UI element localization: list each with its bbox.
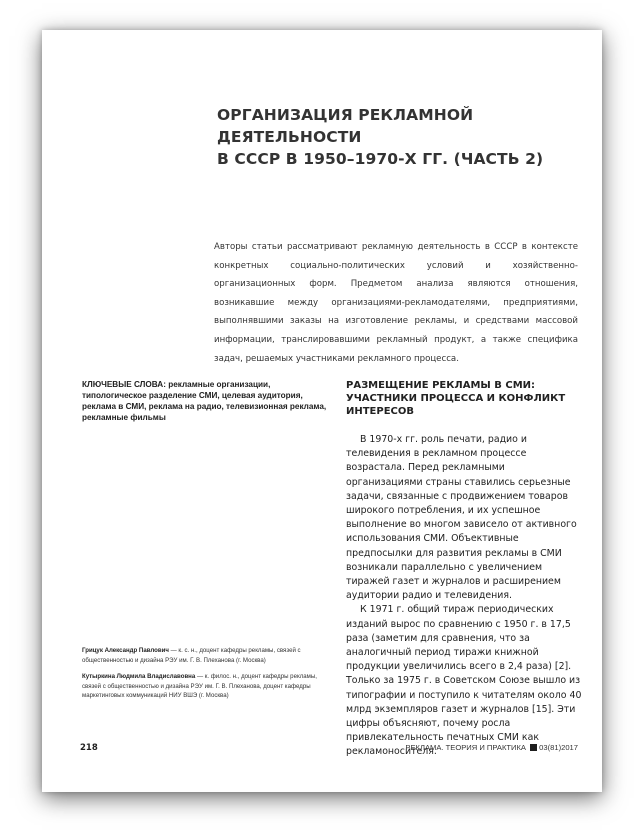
article-title-line-1: ОРГАНИЗАЦИЯ РЕКЛАМНОЙ ДЕЯТЕЛЬНОСТИ: [217, 106, 474, 146]
keywords: КЛЮЧЕВЫЕ СЛОВА: рекламные организации, типологическое разделение СМИ, целевая аудитория, реклама в СМИ, реклама на радио, телевизионная реклама, рекламные фильмы: [82, 380, 327, 422]
body-paragraph: В 1970-х гг. роль печати, радио и телевидения в рекламном процессе возрастала. Перед рекламными организациями страны ставились серьезные задачи, связанные с продвижением товаров широкого потребления, и их успешное выполнение во многом зависело от активного использования СМИ. Объективные предпосылки для развития рекламы в СМИ возникали параллельно с увеличением тиражей газет и журналов и расширением аудитории радио и телевидения.: [346, 434, 577, 602]
author-name: Грицук Александр Павлович: [82, 647, 169, 654]
author-name: Кутыркина Людмила Владиславовна: [82, 673, 196, 680]
article-abstract: Авторы статьи рассматривают рекламную деятельность в СССР в контексте конкретных социально-политических условий и хозяйственно-организационных форм. Предметом анализа являются отношения, возникавшие между организациями-рекламодателями, предприятиями, выполнявшими заказы на изготовление рекламы, и средствами массовой информации, транслировавшими рекламный продукт, а также специфика задач, решаемых участниками рекламного процесса.: [214, 242, 578, 364]
section-heading: РАЗМЕЩЕНИЕ РЕКЛАМЫ В СМИ: УЧАСТНИКИ ПРОЦЕССА И КОНФЛИКТ ИНТЕРЕСОВ: [346, 380, 566, 417]
square-separator-icon: [530, 744, 537, 751]
journal-issue: 03(81)2017: [539, 743, 578, 752]
journal-name: РЕКЛАМА. ТЕОРИЯ И ПРАКТИКА: [405, 743, 527, 752]
article-title: [217, 104, 577, 170]
page-number: 218: [80, 743, 98, 753]
author-details: — к. с. н., доцент кафедры рекламы, связей с общественностью и дизайна РЭУ им. Г. В. Плеханова (г. Москва): [82, 647, 301, 664]
body-paragraph: К 1971 г. общий тираж периодических изданий вырос по сравнению с 1950 г. в 17,5 раза (заметим для сравнения, что за аналогичный период тиражи книжной продукции увеличились всего в 2,4 раза) [2]. Только за 1975 г. в Советском Союзе вышло из типографии и поступило к читателям около 40 млрд экземпляров газет и журналов [15]. Эти цифры объясняют, почему росла привлекательность печатных СМИ как рекламоносителя.: [346, 604, 582, 758]
journal-page: [42, 30, 602, 792]
article-title-line-2: В СССР В 1950–1970-Х ГГ. (ЧАСТЬ 2): [217, 150, 544, 168]
body-text: [346, 433, 582, 760]
author-details: — к. филос. н., доцент кафедры рекламы, связей с общественностью и дизайна РЭУ им. Г. В. Плеханова, доцент кафедры маркетинговых коммуникаций НИУ ВШЭ (г. Москва): [82, 673, 317, 699]
author-info: [82, 672, 328, 701]
journal-footer: [405, 743, 578, 752]
author-info: [82, 646, 328, 665]
